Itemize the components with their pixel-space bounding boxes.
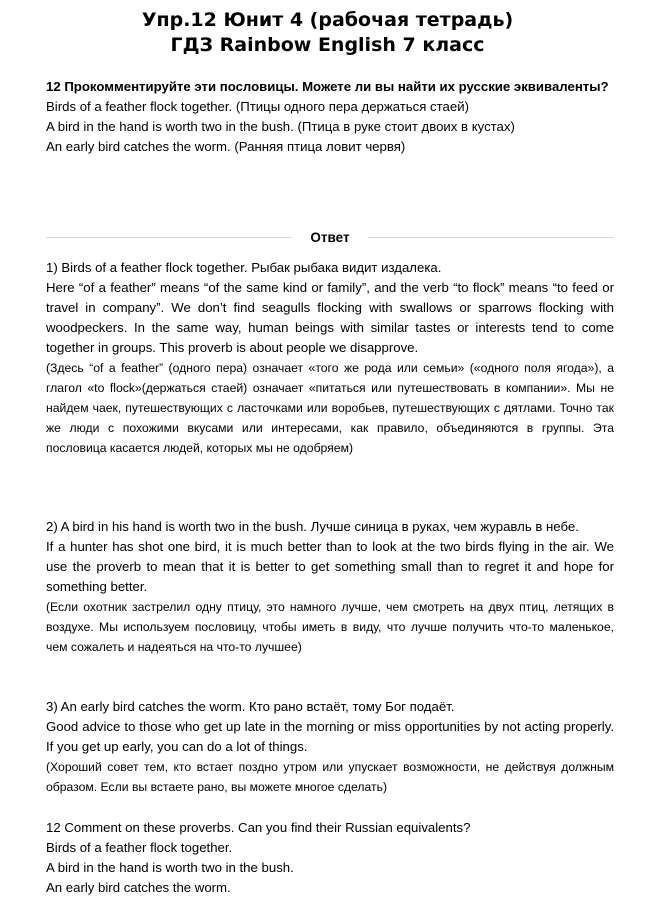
translation-proverb-2: A bird in the hand is worth two in the bush. (46, 860, 294, 875)
divider-rule-left (46, 237, 292, 238)
answer-3-english: Good advice to those who get up late in the morning or miss opportunities by not acting properly. If you get up early, you can do a lot of things. (46, 719, 614, 754)
task-proverb-1: Birds of a feather flock together. (Птицы одного пера держаться стаей) (46, 99, 469, 114)
answer-3-russian: (Хороший совет тем, кто встает поздно утром или упускает возможности, не действуя должным образом. Если вы встаете рано, вы можете многое сделать) (46, 760, 614, 794)
answer-1 (46, 258, 614, 458)
task-section (46, 77, 614, 157)
answer-1-russian: (Здесь “of a feather” (одного пера) означает «того же рода или семьи» («одного поля ягода»), а глагол «to flock»(держаться стаей) означает «питаться или путешествовать в компании». Мы не найдем чаек, путешествующих с ласточками или воробьев, путешествующих с дятлами. Точно так же люди с похожими вкусами или интересами, как правило, объединяются в группы. Эта пословица касается людей, которых мы не одобряем) (46, 361, 614, 455)
answer-3 (46, 697, 614, 797)
answer-2-russian: (Если охотник застрелил одну птицу, это намного лучше, чем смотреть на двух птиц, летящих в воздухе. Мы используем пословицу, чтобы иметь в виду, что лучше получить что-то маленькое, чем сожалеть и надеяться на что-то лучшее) (46, 600, 614, 654)
answer-label: Ответ (310, 230, 350, 245)
translation-section (46, 818, 614, 898)
answer-3-title: 3) An early bird catches the worm. Кто рано встаёт, тому Бог подаёт. (46, 699, 455, 714)
answer-2-english: If a hunter has shot one bird, it is much better than to look at the two birds flying in the air. We use the proverb to mean that it is better to get something small than to regret it and hope for something better. (46, 539, 614, 594)
divider-rule-right (368, 237, 614, 238)
page-title-line-1: Упр.12 Юнит 4 (рабочая тетрадь) (141, 9, 514, 31)
answer-2 (46, 517, 614, 657)
task-heading: 12 Прокомментируйте эти пословицы. Можете ли вы найти их русские эквиваленты? (46, 79, 609, 94)
task-proverb-2: A bird in the hand is worth two in the bush. (Птица в руке стоит двоих в кустах) (46, 119, 515, 134)
page-title-line-2: ГДЗ Rainbow English 7 класс (170, 34, 485, 56)
answer-1-title: 1) Birds of a feather flock together. Рыбак рыбака видит издалека. (46, 260, 442, 275)
translation-proverb-1: Birds of a feather flock together. (46, 840, 233, 855)
task-proverb-3: An early bird catches the worm. (Ранняя птица ловит червя) (46, 139, 406, 154)
answer-2-title: 2) A bird in his hand is worth two in the bush. Лучше синица в руках, чем журавль в небе. (46, 519, 579, 534)
translation-proverb-3: An early bird catches the worm. (46, 880, 231, 895)
answer-1-english: Here “of a feather” means “of the same kind or family”, and the verb “to flock” means “to feed or travel in company”. We don’t find seagulls flocking with swallows or sparrows flocking with woodpeckers. In the same way, human beings with similar tastes or interests tend to come together in groups. This proverb is about people we disapprove. (46, 280, 614, 355)
answer-divider (46, 228, 614, 248)
translation-heading: 12 Comment on these proverbs. Can you find their Russian equivalents? (46, 820, 471, 835)
